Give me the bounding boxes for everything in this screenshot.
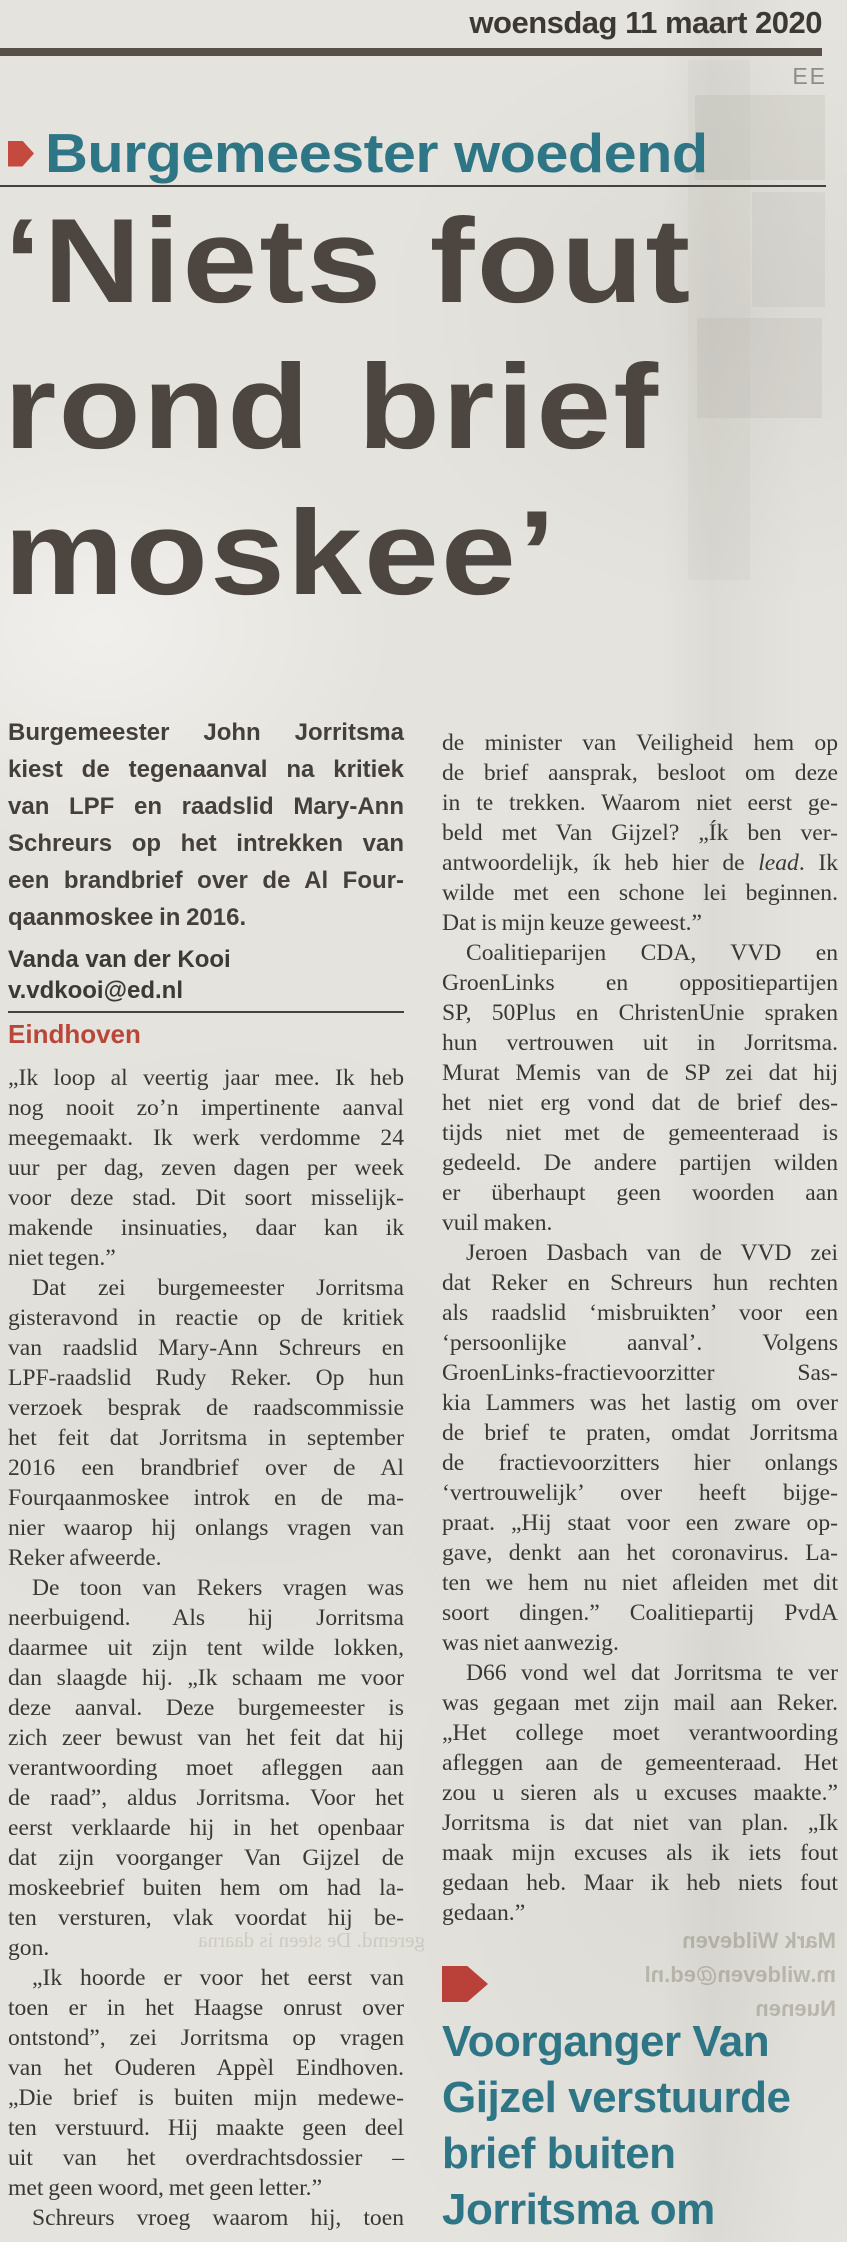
byline-email: v.vdkooi@ed.nl bbox=[8, 977, 183, 1004]
text-line: tijds niet met de gemeenteraad is bbox=[442, 1120, 838, 1146]
text-line: Burgemeester John Jorritsma bbox=[8, 719, 404, 746]
text-line: LPF-raadslid Rudy Reker. Op hun bbox=[8, 1365, 404, 1391]
text-line: Nuenen bbox=[755, 1996, 836, 2021]
text-line: daarmee uit zijn tent wilde lokken, bbox=[8, 1635, 404, 1661]
text-line: zich zeer bewust van het feit dat hij bbox=[8, 1725, 404, 1751]
text-line: zou u sieren als u excuses maakte.” bbox=[442, 1780, 838, 1806]
text-line: er überhaupt geen woorden aan bbox=[442, 1180, 838, 1206]
text-line: in te trekken. Waarom niet eerst ge- bbox=[442, 790, 838, 816]
text-line: uit van het overdrachtsdossier – bbox=[8, 2145, 404, 2171]
text-line: gisteravond in reactie op de kritiek bbox=[8, 1305, 404, 1331]
text-line: GroenLinks en oppositiepartijen bbox=[442, 970, 838, 996]
text-line: verantwoording moet afleggen aan bbox=[8, 1755, 404, 1781]
headline-line: rond brief bbox=[4, 340, 661, 474]
top-rule bbox=[0, 48, 822, 56]
text-line: het feit dat Jorritsma in september bbox=[8, 1425, 404, 1451]
text-line: de fractievoorzitters hier onlangs bbox=[442, 1450, 838, 1476]
text-line: beld met Van Gijzel? „Ík ben ver- bbox=[442, 820, 838, 846]
text-line: kiest de tegenaanval na kritiek bbox=[8, 756, 404, 783]
column-left bbox=[8, 714, 404, 2238]
text-line: D66 vond wel dat Jorritsma te ver bbox=[466, 1660, 838, 1686]
headline-line: ‘Niets fout bbox=[4, 194, 693, 328]
column-right bbox=[442, 714, 838, 2238]
text-line: Jorritsma is dat niet van plan. „Ik bbox=[442, 1810, 838, 1836]
body-column-left bbox=[8, 1063, 404, 2233]
text-line: de raad”, aldus Jorritsma. Voor het bbox=[8, 1785, 404, 1811]
text-line: „Die brief is buiten mijn medewe- bbox=[8, 2085, 404, 2111]
text-line: Mark Wildeven bbox=[682, 1928, 836, 1953]
text-line: soort dingen.” Coalitiepartij PvdA bbox=[442, 1600, 838, 1626]
text-line: dat zijn voorganger Van Gijzel de bbox=[8, 1845, 404, 1871]
text-line: uur per dag, zeven dagen per week bbox=[8, 1155, 404, 1181]
text-line: 2016 een brandbrief over de Al bbox=[8, 1455, 404, 1481]
text-line: gave, denkt aan het coronavirus. La- bbox=[442, 1540, 838, 1566]
text-line: Jeroen Dasbach van de VVD zei bbox=[466, 1240, 838, 1266]
text-line: de brief aansprak, besloot om deze bbox=[442, 760, 838, 786]
text-line: Reker afweerde. bbox=[8, 1545, 162, 1571]
print-through-ghost bbox=[695, 95, 825, 180]
text-line: maak mijn excuses als ik iets fout bbox=[442, 1840, 838, 1866]
text-line: eerst verklaarde hij in het openbaar bbox=[8, 1815, 404, 1841]
text-line: Dat zei burgemeester Jorritsma bbox=[32, 1275, 404, 1301]
text-line: moskeebrief buiten hem om had la- bbox=[8, 1875, 404, 1901]
text-line: van het Ouderen Appèl Eindhoven. bbox=[8, 2055, 404, 2081]
text-line: Schreurs vroeg waarom hij, toen bbox=[32, 2205, 404, 2231]
text-line: Murat Memis van de SP zei dat hij bbox=[442, 1060, 838, 1086]
text-line: SP, 50Plus en ChristenUnie spraken bbox=[442, 1000, 838, 1026]
text-line: vuil maken. bbox=[442, 1210, 553, 1236]
text-line: ten verstuurd. Hij maakte geen deel bbox=[8, 2115, 404, 2141]
text-line: toen er in het Haagse onrust over bbox=[8, 1995, 404, 2021]
text-line: de brief te praten, omdat Jorritsma bbox=[442, 1420, 838, 1446]
text-line: meegemaakt. Ik werk verdomme 24 bbox=[8, 1125, 404, 1151]
headline bbox=[4, 188, 692, 626]
text-line: „Het college moet verantwoording bbox=[442, 1720, 838, 1746]
text-line: GroenLinks-fractievoorzitter Sas- bbox=[442, 1360, 838, 1386]
byline bbox=[8, 944, 404, 1006]
text-line: „Ik loop al veertig jaar mee. Ik heb bbox=[8, 1065, 404, 1091]
text-line: De toon van Rekers vragen was bbox=[32, 1575, 404, 1601]
lead-paragraph bbox=[8, 714, 404, 936]
headline-line: moskee’ bbox=[4, 486, 558, 620]
print-through-ghost bbox=[697, 318, 822, 418]
print-through-text: geremd. De steen is daarna bbox=[198, 1928, 425, 1952]
byline-author: Vanda van der Kooi bbox=[8, 946, 231, 973]
text-line: m.wildeven@ed.nl bbox=[644, 1962, 836, 1987]
text-line: de minister van Veiligheid hem op bbox=[442, 730, 838, 756]
pullquote-arrow-icon bbox=[442, 1966, 488, 2002]
text-line: gedeeld. De andere partijen wilden bbox=[442, 1150, 838, 1176]
page-date: woensdag 11 maart 2020 bbox=[469, 5, 822, 40]
text-line: Schreurs op het intrekken van bbox=[8, 830, 404, 857]
text-line: ten versturen, vlak voordat hij be- bbox=[8, 1905, 404, 1931]
kicker: Burgemeester woedend bbox=[45, 122, 708, 184]
text-line: dat Reker en Schreurs hun rechten bbox=[442, 1270, 838, 1296]
text-line: ontstond”, zei Jorritsma op vragen bbox=[8, 2025, 404, 2051]
text-line: ‘persoonlijke aanval’. Volgens bbox=[442, 1330, 838, 1356]
text-line: was gegaan met zijn mail aan Reker. bbox=[442, 1690, 838, 1716]
text-line: neerbuigend. Als hij Jorritsma bbox=[8, 1605, 404, 1631]
text-line: van LPF en raadslid Mary-Ann bbox=[8, 793, 404, 820]
text-line: antwoordelijk, ík heb hier de lead. Ik bbox=[442, 850, 838, 876]
text-line: Gijzel verstuurde bbox=[442, 2073, 791, 2122]
dateline: Eindhoven bbox=[8, 1019, 141, 1049]
text-line: deze aanval. Deze burgemeester is bbox=[8, 1695, 404, 1721]
text-line: hun vertrouwen uit in Jorritsma. bbox=[442, 1030, 838, 1056]
text-line: als raadslid ‘misbruikten’ voor een bbox=[442, 1300, 838, 1326]
text-line: Coalitieparijen CDA, VVD en bbox=[466, 940, 838, 966]
kicker-arrow-icon bbox=[8, 141, 34, 167]
text-line: Dat is mijn keuze geweest.” bbox=[442, 910, 703, 936]
text-line: voor deze stad. Dit soort misselijk- bbox=[8, 1185, 404, 1211]
text-line: „Ik hoorde er voor het eerst van bbox=[32, 1965, 404, 1991]
text-line: makende insinuaties, daar kan ik bbox=[8, 1215, 404, 1241]
article-columns bbox=[8, 714, 838, 2238]
body-column-right bbox=[442, 728, 838, 1928]
text-line: wilde met een schone lei beginnen. bbox=[442, 880, 838, 906]
text-line: verzoek besprak de raadscommissie bbox=[8, 1395, 404, 1421]
text-line: brief buiten bbox=[442, 2129, 676, 2178]
pull-quote bbox=[442, 2014, 838, 2238]
kicker-rule bbox=[0, 185, 826, 187]
edition-code: EE bbox=[792, 63, 827, 89]
text-line: Jorritsma om bbox=[442, 2185, 715, 2234]
text-line: gedaan.” bbox=[442, 1900, 526, 1926]
text-line: niet tegen.” bbox=[8, 1245, 116, 1271]
text-line: kia Lammers was het lastig om over bbox=[442, 1390, 838, 1416]
text-line: qaanmoskee in 2016. bbox=[8, 904, 247, 931]
text-line: Fourqaanmoskee introk en de ma- bbox=[8, 1485, 404, 1511]
print-through-ghost bbox=[752, 192, 825, 307]
text-line: Voorganger Van bbox=[442, 2017, 770, 2066]
text-line: dan slaagde hij. „Ik schaam me voor bbox=[8, 1665, 404, 1691]
text-line: praat. „Hij staat voor een zware op- bbox=[442, 1510, 838, 1536]
text-line: afleggen aan de gemeenteraad. Het bbox=[442, 1750, 838, 1776]
text-line: nog nooit zo’n impertinente aanval bbox=[8, 1095, 404, 1121]
text-line: was niet aanwezig. bbox=[442, 1630, 619, 1656]
text-line: een brandbrief over de Al Four- bbox=[8, 867, 404, 894]
kicker-row bbox=[8, 122, 708, 184]
text-line: nier waarop hij onlangs vragen van bbox=[8, 1515, 404, 1541]
text-line: gedaan heb. Maar ik heb niets fout bbox=[442, 1870, 838, 1896]
text-line: met geen woord, met geen letter.” bbox=[8, 2175, 323, 2201]
text-line: gon. bbox=[8, 1935, 50, 1961]
text-line: het niet erg vond dat de brief des- bbox=[442, 1090, 838, 1116]
text-line: ten we hem nu niet afleiden met dit bbox=[442, 1570, 838, 1596]
text-line: van raadslid Mary-Ann Schreurs en bbox=[8, 1335, 404, 1361]
text-line: ‘vertrouwelijk’ over heeft bijge- bbox=[442, 1480, 838, 1506]
byline-rule bbox=[8, 1011, 404, 1013]
